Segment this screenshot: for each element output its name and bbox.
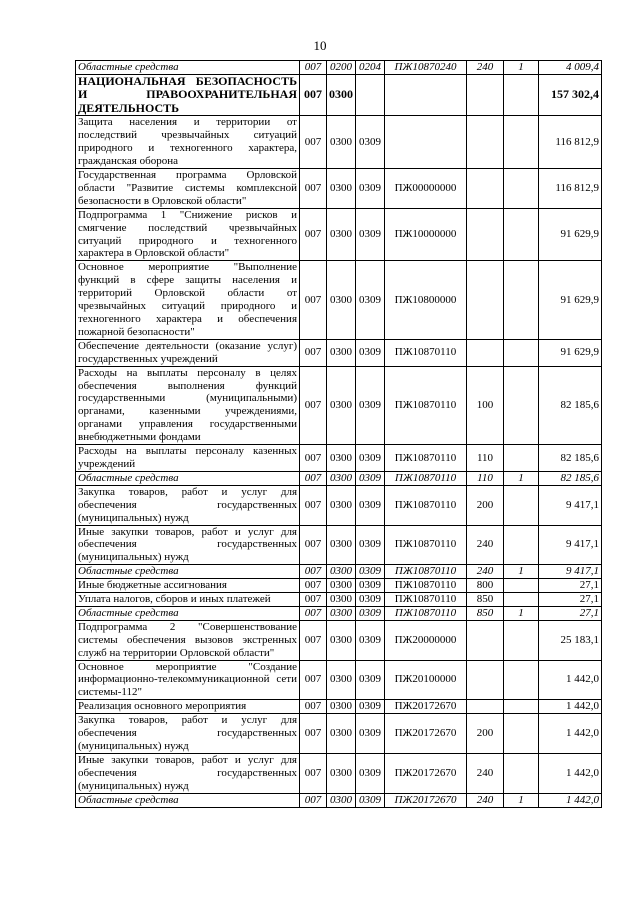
table-row <box>76 525 602 565</box>
row-target-article-cell: ПЖ00000000 <box>385 169 467 209</box>
row-name-cell: Расходы на выплаты персоналу казенных учреждений <box>76 445 300 472</box>
row-name-cell: Областные средства <box>76 61 300 75</box>
row-source-cell <box>504 485 539 525</box>
row-subsection-cell: 0309 <box>356 445 385 472</box>
row-target-article-cell: ПЖ20172670 <box>385 714 467 754</box>
row-expense-type-cell: 200 <box>467 714 504 754</box>
row-section-cell: 0300 <box>327 116 356 169</box>
table-row <box>76 700 602 714</box>
row-grbs-cell: 007 <box>300 74 327 116</box>
row-expense-type-cell: 240 <box>467 61 504 75</box>
row-amount-cell: 27,1 <box>539 579 602 593</box>
row-source-cell <box>504 366 539 444</box>
row-source-cell: 1 <box>504 565 539 579</box>
row-subsection-cell: 0309 <box>356 565 385 579</box>
row-amount-cell: 157 302,4 <box>539 74 602 116</box>
row-amount-cell: 27,1 <box>539 593 602 607</box>
row-section-cell: 0300 <box>327 620 356 660</box>
table-row <box>76 660 602 700</box>
row-section-cell: 0200 <box>327 61 356 75</box>
row-section-cell: 0300 <box>327 485 356 525</box>
row-subsection-cell: 0309 <box>356 261 385 339</box>
row-target-article-cell: ПЖ10870110 <box>385 525 467 565</box>
row-grbs-cell: 007 <box>300 565 327 579</box>
row-section-cell: 0300 <box>327 471 356 485</box>
row-section-cell: 0300 <box>327 700 356 714</box>
row-source-cell: 1 <box>504 793 539 807</box>
row-expense-type-cell: 850 <box>467 606 504 620</box>
table-row <box>76 565 602 579</box>
row-subsection-cell: 0309 <box>356 116 385 169</box>
row-source-cell <box>504 74 539 116</box>
row-amount-cell: 27,1 <box>539 606 602 620</box>
row-subsection-cell: 0309 <box>356 700 385 714</box>
row-target-article-cell: ПЖ10870110 <box>385 606 467 620</box>
table-row <box>76 261 602 339</box>
row-section-cell: 0300 <box>327 753 356 793</box>
row-target-article-cell: ПЖ10870110 <box>385 565 467 579</box>
row-name-cell: Подпрограмма 1 "Снижение рисков и смягчение последствий чрезвычайных ситуаций природного и техногенного характера в Орловской области" <box>76 208 300 261</box>
row-expense-type-cell: 100 <box>467 366 504 444</box>
row-expense-type-cell <box>467 116 504 169</box>
row-amount-cell: 25 183,1 <box>539 620 602 660</box>
row-section-cell: 0300 <box>327 261 356 339</box>
table-row <box>76 445 602 472</box>
row-source-cell <box>504 169 539 209</box>
row-amount-cell: 91 629,9 <box>539 339 602 366</box>
row-grbs-cell: 007 <box>300 793 327 807</box>
row-section-cell: 0300 <box>327 339 356 366</box>
row-source-cell: 1 <box>504 606 539 620</box>
table-row <box>76 620 602 660</box>
row-grbs-cell: 007 <box>300 753 327 793</box>
row-grbs-cell: 007 <box>300 339 327 366</box>
row-section-cell: 0300 <box>327 525 356 565</box>
row-grbs-cell: 007 <box>300 445 327 472</box>
row-name-cell: Государственная программа Орловской области "Развитие системы комплексной безопасности в Орловской области" <box>76 169 300 209</box>
row-grbs-cell: 007 <box>300 606 327 620</box>
row-amount-cell: 1 442,0 <box>539 660 602 700</box>
row-amount-cell: 4 009,4 <box>539 61 602 75</box>
row-amount-cell: 91 629,9 <box>539 208 602 261</box>
row-expense-type-cell: 800 <box>467 579 504 593</box>
row-name-cell: Областные средства <box>76 793 300 807</box>
row-grbs-cell: 007 <box>300 471 327 485</box>
row-name-cell: Закупка товаров, работ и услуг для обеспечения государственных (муниципальных) нужд <box>76 714 300 754</box>
row-section-cell: 0300 <box>327 660 356 700</box>
row-name-cell: Областные средства <box>76 471 300 485</box>
row-target-article-cell <box>385 116 467 169</box>
row-target-article-cell: ПЖ10870110 <box>385 579 467 593</box>
row-source-cell <box>504 339 539 366</box>
row-name-cell: Обеспечение деятельности (оказание услуг) государственных учреждений <box>76 339 300 366</box>
row-source-cell <box>504 525 539 565</box>
row-expense-type-cell: 240 <box>467 525 504 565</box>
row-target-article-cell <box>385 74 467 116</box>
row-amount-cell: 1 442,0 <box>539 700 602 714</box>
row-expense-type-cell: 240 <box>467 565 504 579</box>
row-expense-type-cell <box>467 208 504 261</box>
row-target-article-cell: ПЖ10800000 <box>385 261 467 339</box>
table-row <box>76 593 602 607</box>
table-row <box>76 208 602 261</box>
row-amount-cell: 116 812,9 <box>539 169 602 209</box>
row-amount-cell: 9 417,1 <box>539 565 602 579</box>
row-target-article-cell: ПЖ10870110 <box>385 339 467 366</box>
row-expense-type-cell <box>467 74 504 116</box>
row-grbs-cell: 007 <box>300 208 327 261</box>
table-row <box>76 471 602 485</box>
row-subsection-cell: 0309 <box>356 485 385 525</box>
row-source-cell <box>504 579 539 593</box>
row-target-article-cell: ПЖ10870240 <box>385 61 467 75</box>
row-target-article-cell: ПЖ10870110 <box>385 366 467 444</box>
row-grbs-cell: 007 <box>300 485 327 525</box>
row-grbs-cell: 007 <box>300 660 327 700</box>
row-subsection-cell: 0204 <box>356 61 385 75</box>
table-row <box>76 74 602 116</box>
row-target-article-cell: ПЖ20172670 <box>385 753 467 793</box>
row-subsection-cell: 0309 <box>356 593 385 607</box>
row-source-cell <box>504 116 539 169</box>
row-grbs-cell: 007 <box>300 700 327 714</box>
row-expense-type-cell: 110 <box>467 471 504 485</box>
row-source-cell <box>504 753 539 793</box>
row-subsection-cell: 0309 <box>356 793 385 807</box>
row-section-cell: 0300 <box>327 445 356 472</box>
row-subsection-cell: 0309 <box>356 208 385 261</box>
row-expense-type-cell <box>467 339 504 366</box>
row-expense-type-cell <box>467 700 504 714</box>
row-target-article-cell: ПЖ10870110 <box>385 593 467 607</box>
row-target-article-cell: ПЖ20172670 <box>385 793 467 807</box>
row-grbs-cell: 007 <box>300 116 327 169</box>
row-subsection-cell: 0309 <box>356 525 385 565</box>
table-row <box>76 169 602 209</box>
row-name-cell: Иные бюджетные ассигнования <box>76 579 300 593</box>
row-grbs-cell: 007 <box>300 714 327 754</box>
row-grbs-cell: 007 <box>300 366 327 444</box>
row-subsection-cell: 0309 <box>356 169 385 209</box>
row-source-cell <box>504 261 539 339</box>
row-source-cell <box>504 714 539 754</box>
row-name-cell: НАЦИОНАЛЬНАЯ БЕЗОПАСНОСТЬ И ПРАВООХРАНИТЕЛЬНАЯ ДЕЯТЕЛЬНОСТЬ <box>76 74 300 116</box>
row-target-article-cell: ПЖ10870110 <box>385 471 467 485</box>
row-section-cell: 0300 <box>327 169 356 209</box>
row-section-cell: 0300 <box>327 606 356 620</box>
row-section-cell: 0300 <box>327 593 356 607</box>
row-amount-cell: 9 417,1 <box>539 485 602 525</box>
row-name-cell: Иные закупки товаров, работ и услуг для обеспечения государственных (муниципальных) нужд <box>76 753 300 793</box>
table-row <box>76 714 602 754</box>
table-row <box>76 753 602 793</box>
row-subsection-cell: 0309 <box>356 660 385 700</box>
row-expense-type-cell: 240 <box>467 793 504 807</box>
row-grbs-cell: 007 <box>300 593 327 607</box>
row-amount-cell: 1 442,0 <box>539 793 602 807</box>
row-section-cell: 0300 <box>327 793 356 807</box>
row-section-cell: 0300 <box>327 208 356 261</box>
row-target-article-cell: ПЖ20100000 <box>385 660 467 700</box>
table-body <box>76 61 602 808</box>
budget-table <box>75 60 602 808</box>
row-target-article-cell: ПЖ20172670 <box>385 700 467 714</box>
row-source-cell <box>504 620 539 660</box>
row-subsection-cell: 0309 <box>356 606 385 620</box>
row-amount-cell: 91 629,9 <box>539 261 602 339</box>
row-expense-type-cell <box>467 660 504 700</box>
row-grbs-cell: 007 <box>300 261 327 339</box>
row-subsection-cell: 0309 <box>356 620 385 660</box>
row-expense-type-cell <box>467 261 504 339</box>
row-target-article-cell: ПЖ10000000 <box>385 208 467 261</box>
row-amount-cell: 82 185,6 <box>539 366 602 444</box>
row-expense-type-cell: 200 <box>467 485 504 525</box>
row-grbs-cell: 007 <box>300 169 327 209</box>
row-amount-cell: 9 417,1 <box>539 525 602 565</box>
row-name-cell: Уплата налогов, сборов и иных платежей <box>76 593 300 607</box>
table-row <box>76 366 602 444</box>
table-row <box>76 793 602 807</box>
table-row <box>76 579 602 593</box>
row-subsection-cell: 0309 <box>356 714 385 754</box>
row-target-article-cell: ПЖ10870110 <box>385 485 467 525</box>
row-name-cell: Защита населения и территории от последствий чрезвычайных ситуаций природного и техногенного характера, гражданская оборона <box>76 116 300 169</box>
row-name-cell: Областные средства <box>76 606 300 620</box>
table-row <box>76 606 602 620</box>
row-section-cell: 0300 <box>327 366 356 444</box>
row-expense-type-cell <box>467 169 504 209</box>
row-name-cell: Основное мероприятие "Выполнение функций в сфере защиты населения и территорий Орловской области от чрезвычайных ситуаций природного и техногенного характера и обеспечения пожарной безопасности" <box>76 261 300 339</box>
table-row <box>76 116 602 169</box>
table-row <box>76 339 602 366</box>
row-amount-cell: 82 185,6 <box>539 445 602 472</box>
row-grbs-cell: 007 <box>300 525 327 565</box>
row-section-cell: 0300 <box>327 579 356 593</box>
row-subsection-cell: 0309 <box>356 471 385 485</box>
row-source-cell: 1 <box>504 61 539 75</box>
row-name-cell: Подпрограмма 2 "Совершенствование системы обеспечения вызовов экстренных служб на территории Орловской области" <box>76 620 300 660</box>
row-name-cell: Расходы на выплаты персоналу в целях обеспечения выполнения функций государственными (муниципальными) органами, казенными учреждениями, органами управления государственными внебюджетными фондами <box>76 366 300 444</box>
row-expense-type-cell <box>467 620 504 660</box>
row-section-cell: 0300 <box>327 74 356 116</box>
row-source-cell <box>504 593 539 607</box>
row-amount-cell: 82 185,6 <box>539 471 602 485</box>
row-expense-type-cell: 110 <box>467 445 504 472</box>
row-subsection-cell: 0309 <box>356 339 385 366</box>
row-subsection-cell: 0309 <box>356 366 385 444</box>
row-amount-cell: 1 442,0 <box>539 714 602 754</box>
table-row <box>76 485 602 525</box>
row-name-cell: Иные закупки товаров, работ и услуг для обеспечения государственных (муниципальных) нужд <box>76 525 300 565</box>
row-expense-type-cell: 240 <box>467 753 504 793</box>
row-source-cell <box>504 700 539 714</box>
row-target-article-cell: ПЖ10870110 <box>385 445 467 472</box>
row-amount-cell: 116 812,9 <box>539 116 602 169</box>
row-grbs-cell: 007 <box>300 61 327 75</box>
row-subsection-cell <box>356 74 385 116</box>
row-source-cell <box>504 208 539 261</box>
row-subsection-cell: 0309 <box>356 753 385 793</box>
row-amount-cell: 1 442,0 <box>539 753 602 793</box>
row-section-cell: 0300 <box>327 565 356 579</box>
row-source-cell: 1 <box>504 471 539 485</box>
row-name-cell: Закупка товаров, работ и услуг для обеспечения государственных (муниципальных) нужд <box>76 485 300 525</box>
row-grbs-cell: 007 <box>300 620 327 660</box>
row-name-cell: Реализация основного мероприятия <box>76 700 300 714</box>
table-row <box>76 61 602 75</box>
row-name-cell: Областные средства <box>76 565 300 579</box>
row-expense-type-cell: 850 <box>467 593 504 607</box>
row-section-cell: 0300 <box>327 714 356 754</box>
row-grbs-cell: 007 <box>300 579 327 593</box>
row-source-cell <box>504 445 539 472</box>
row-target-article-cell: ПЖ20000000 <box>385 620 467 660</box>
row-name-cell: Основное мероприятие "Создание информационно-телекоммуникационной сети системы-112" <box>76 660 300 700</box>
row-source-cell <box>504 660 539 700</box>
page-number: 10 <box>313 38 327 53</box>
row-subsection-cell: 0309 <box>356 579 385 593</box>
